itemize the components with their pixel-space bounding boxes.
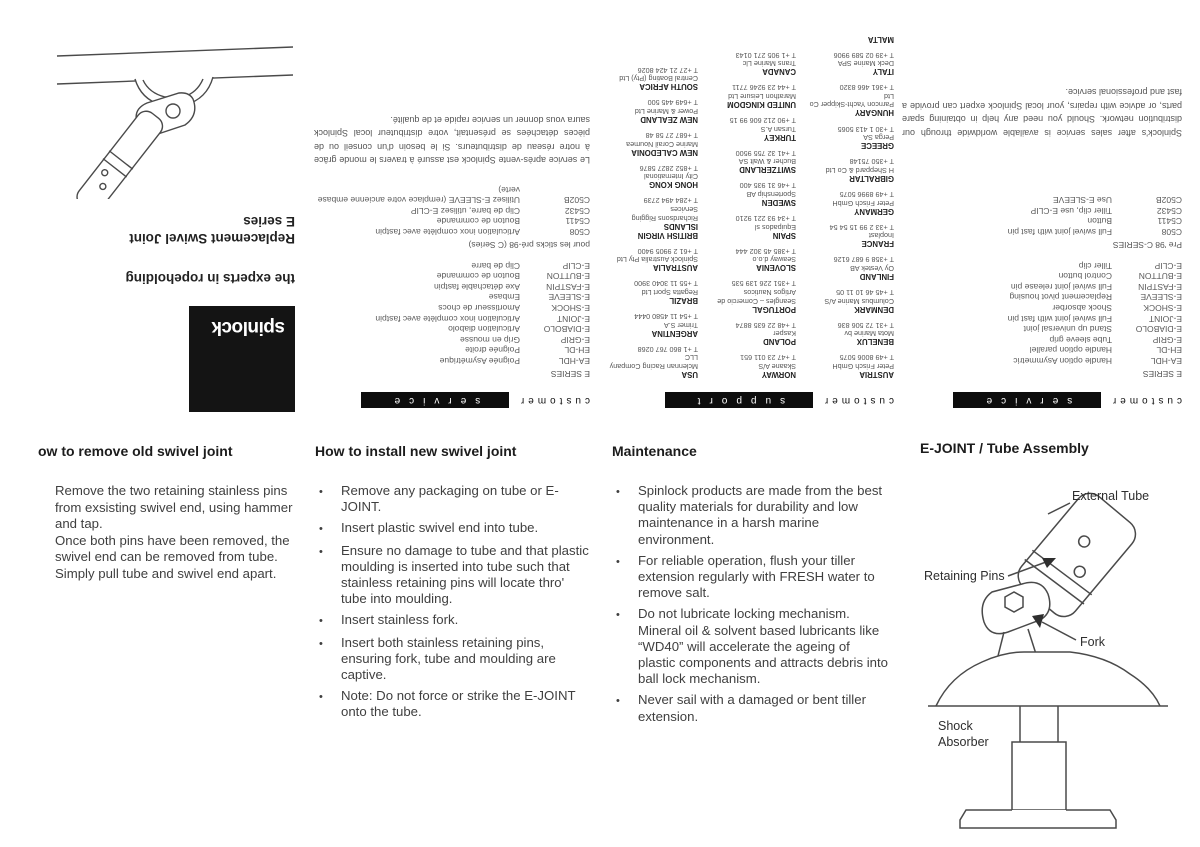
part-row xyxy=(314,260,590,271)
contact-phone: T +33 2 99 15 54 54 xyxy=(829,222,894,232)
title-line-1: Replacement Swivel Joint xyxy=(129,231,295,246)
part-desc: Tube sleeve grip xyxy=(1049,334,1112,345)
part-row xyxy=(314,313,590,324)
part-code: EH-DL xyxy=(564,345,590,356)
part-desc: Articulation inox complète avec fastpin xyxy=(375,227,520,238)
part-desc: Handle option Asymmetric xyxy=(1013,356,1112,366)
contact-company: Trans Marine Llc xyxy=(742,59,796,69)
spinlock-logo-text: spinlock xyxy=(211,317,285,338)
install-bullet xyxy=(319,543,589,608)
part-code: C508 xyxy=(569,227,590,238)
bullet-text: Never sail with a damaged or bent tiller extension. xyxy=(638,692,866,724)
contact-country: GREECE xyxy=(861,141,894,151)
contact-phone: T +358 9 687 6126 xyxy=(833,255,894,265)
contact-entry xyxy=(606,344,698,379)
after-sales-paragraph: Spinlock's after sales service is available worldwide through our distribution network. Should you need any help in obtaining spare parts, or advice with repairs, your local Spinlock expert can provide a fast and professional service. xyxy=(902,87,1182,138)
contact-phone: T +55 11 3040 3900 xyxy=(634,279,698,289)
part-code: E-SHOCK xyxy=(1143,303,1182,314)
part-row xyxy=(314,195,590,206)
part-desc: Handle option parallel xyxy=(1029,345,1112,356)
contact-entry xyxy=(704,148,796,174)
leaflet-title xyxy=(15,213,295,247)
top-half-upside-down xyxy=(0,0,1200,420)
contact-country: ARGENTINA xyxy=(651,328,698,338)
bullet-dot-icon: • xyxy=(616,555,620,568)
english-parts-panel xyxy=(902,85,1182,408)
part-row xyxy=(902,281,1182,292)
bar-label-service: service xyxy=(953,393,1101,409)
part-code: E-JOINT xyxy=(1148,313,1182,324)
maintenance-bullets xyxy=(612,483,890,725)
part-code: E-SLEEVE xyxy=(548,292,590,303)
part-desc: Bouton de commande xyxy=(436,216,520,227)
contact-company: Deck Marine SPA xyxy=(837,59,894,69)
contact-entry xyxy=(802,83,894,118)
contact-company: Tursan A.S xyxy=(760,124,796,134)
part-row xyxy=(902,260,1182,271)
part-row xyxy=(902,271,1182,282)
contact-company: Marine Corail Noumea xyxy=(626,139,698,149)
part-code: C502B xyxy=(1156,195,1182,206)
title-line-2: E series xyxy=(243,214,295,229)
bullet-dot-icon: • xyxy=(616,695,620,708)
part-row xyxy=(314,205,590,216)
install-bullets xyxy=(315,483,589,721)
contact-phone: T +54 11 4580 0444 xyxy=(634,312,698,322)
contact-country: FINLAND xyxy=(859,271,894,281)
bullet-text: Insert stainless fork. xyxy=(341,612,459,628)
contact-entry xyxy=(704,246,796,272)
contact-entry xyxy=(802,255,894,281)
spinlock-logo xyxy=(189,306,295,412)
part-code: EA-HDL xyxy=(1150,356,1182,366)
part-desc: Articulation inox complète avec fastpin xyxy=(375,313,520,324)
contact-country: CANADA xyxy=(762,67,796,77)
bullet-text: Insert both stainless retaining pins, ensuring fork, tube and moulding are captive. xyxy=(341,634,556,683)
contact-phone: T +31 72 506 836 xyxy=(837,320,894,330)
contact-company: Richardsons Rigging Services xyxy=(631,205,698,223)
remove-section xyxy=(38,443,300,582)
bullet-dot-icon: • xyxy=(319,637,323,650)
bar-label-service: service xyxy=(361,393,509,409)
contact-entry xyxy=(606,196,698,240)
parts-list xyxy=(902,260,1182,366)
contact-entry xyxy=(606,131,698,157)
part-code: C5411 xyxy=(565,216,590,227)
contact-company: Oy Vestek AB xyxy=(850,263,894,273)
maintenance-bullet xyxy=(616,606,890,687)
part-desc: Shock absorber xyxy=(1052,303,1112,314)
contact-country: FRANCE xyxy=(861,239,894,249)
part-desc: Full swivel joint release pin xyxy=(1010,281,1112,292)
part-row xyxy=(314,281,590,292)
pre98-parts-list xyxy=(314,195,590,237)
contact-entry xyxy=(704,115,796,141)
part-code: C508 xyxy=(1161,227,1182,238)
contact-country: GIBRALTAR xyxy=(849,173,894,183)
install-bullet xyxy=(319,635,589,684)
contact-entry xyxy=(704,50,796,76)
contact-entry xyxy=(802,35,894,44)
part-desc: Clip de barre xyxy=(471,260,520,271)
contact-phone: T +30 1 413 5065 xyxy=(837,124,894,134)
after-sales-paragraph-fr: Le service après-vente Spinlock est assuré à travers le monde grâce à notre réseau de distributeurs. Si le besoin d'un conseil ou de pièces détachées se présentait, votre distributeur local Spinlock saura vous donner un service rapide et de qualité. xyxy=(314,114,590,166)
contact-phone: T +90 212 606 99 15 xyxy=(729,116,796,125)
contacts-columns xyxy=(606,28,894,379)
part-row xyxy=(902,324,1182,335)
contact-phone: T +361 466 8320 xyxy=(839,83,894,93)
remove-paragraph-1: Remove the two retaining stainless pins from exsisting swivel end, using hammer and tap. xyxy=(55,483,293,531)
contact-entry xyxy=(802,50,894,76)
assembly-heading: E-JOINT / Tube Assembly xyxy=(920,440,1089,456)
contact-country: UNITED KINGDOM xyxy=(727,99,796,109)
contact-company: Parncon Yacht-Skipper Co Ltd xyxy=(809,91,894,110)
part-desc: Embase xyxy=(488,292,520,303)
part-code: E-DIABOLO xyxy=(1135,324,1182,335)
install-bullet xyxy=(319,520,589,537)
bar-label-support: support xyxy=(665,393,813,409)
contact-company: Regatta Sport Ltd xyxy=(641,288,698,298)
part-code: E-DIABOLO xyxy=(543,324,590,335)
part-desc: Clip de barre, utilisez E-CLIP xyxy=(410,205,520,216)
maintenance-section xyxy=(612,443,890,730)
part-row xyxy=(314,216,590,227)
contact-country: HUNGARY xyxy=(854,108,894,118)
series-heading: E SERIES xyxy=(550,369,590,379)
bullet-text: Note: Do not force or strike the E-JOINT onto the tube. xyxy=(341,688,576,720)
bar-label-customer: customer xyxy=(516,395,590,406)
contact-entry xyxy=(606,65,698,91)
bullet-text: Spinlock products are made from the best quality materials for durability and low maintenance in a harsh marine environment. xyxy=(638,483,883,547)
part-code: E-JOINT xyxy=(556,313,590,324)
contact-entry xyxy=(606,163,698,189)
tiller-joint-diagram xyxy=(55,4,295,199)
part-desc: Full swivel joint with fast pin xyxy=(1007,227,1112,238)
contact-entry xyxy=(802,189,894,215)
contact-entry xyxy=(802,287,894,313)
contact-country: POLAND xyxy=(763,337,796,347)
contact-phone: T +1 905 271 0143 xyxy=(735,50,796,60)
contact-country: BENELUX xyxy=(856,337,894,347)
part-row xyxy=(902,195,1182,206)
e-joint-assembly-diagram xyxy=(920,480,1196,845)
contact-country: BRITISH VIRGIN ISLANDS xyxy=(637,221,698,240)
contact-entry xyxy=(802,222,894,248)
contact-phone: T +852 2827 5876 xyxy=(639,163,698,173)
contact-phone: T +351 226 139 535 xyxy=(731,279,796,289)
part-row xyxy=(314,226,590,237)
bar-label-customer: customer xyxy=(820,395,894,406)
install-section xyxy=(315,443,589,726)
part-code: EA-HDL xyxy=(558,356,590,366)
contacts-column-world xyxy=(606,28,698,379)
contact-company: Seangles – Comercio de Artigos Nauticos xyxy=(717,288,796,306)
part-row xyxy=(902,292,1182,303)
bullet-dot-icon: • xyxy=(319,691,323,704)
part-row xyxy=(902,216,1182,227)
contact-country: NEW CALEDONIA xyxy=(631,147,698,157)
contact-entry xyxy=(606,312,698,338)
contact-country: ITALY xyxy=(872,67,894,77)
contact-company: Peter Frisch GmbH xyxy=(832,198,894,208)
part-code: E-GRIP xyxy=(560,334,590,345)
contact-entry xyxy=(704,181,796,207)
contact-country: USA xyxy=(681,370,698,379)
contact-phone: T +47 23 011 651 xyxy=(740,353,796,363)
maintenance-bullet xyxy=(616,692,890,724)
contact-phone: T +34 93 221 9210 xyxy=(735,214,796,224)
contact-country: TURKEY xyxy=(763,132,796,142)
install-bullet xyxy=(319,688,589,720)
bullet-text: Ensure no damage to tube and that plastic moulding is inserted into tube such that stainless retaining pins will locate thro' tube into moulding. xyxy=(341,542,589,607)
contact-company: H Sheppard & Co Ltd xyxy=(825,165,894,175)
remove-paragraph-2: Once both pins have been removed, the swivel end can be removed from tube. Simply pull tube and swivel end apart. xyxy=(55,532,290,581)
contact-country: SWEDEN xyxy=(761,197,796,207)
contact-entry xyxy=(802,157,894,183)
part-code: E-FASTPIN xyxy=(1138,281,1182,292)
part-desc: Amortisseur de chocs xyxy=(438,303,520,314)
remove-heading: ow to remove old swivel joint xyxy=(38,443,233,459)
contacts-panel xyxy=(606,28,894,408)
assembly-section xyxy=(920,440,1196,847)
bullet-dot-icon: • xyxy=(319,486,323,498)
label-retaining-pins: Retaining Pins xyxy=(924,569,1005,583)
contact-entry xyxy=(606,279,698,305)
part-row xyxy=(902,313,1182,324)
part-code: E-GRIP xyxy=(1152,334,1182,345)
contact-entry xyxy=(606,246,698,272)
contact-company: Kasper xyxy=(773,329,796,339)
part-code: E-CLIP xyxy=(1154,260,1182,271)
contact-country: NEW ZEALAND xyxy=(640,115,698,124)
contact-phone: T +49 8996 5075 xyxy=(839,189,894,199)
contact-company: Perga SA xyxy=(863,133,894,143)
part-code: E-SHOCK xyxy=(551,303,590,314)
contact-country: MALTA xyxy=(867,34,894,44)
bullet-dot-icon: • xyxy=(319,545,323,558)
contact-company: Mclennan Racing Company LLC xyxy=(609,353,698,371)
contact-phone: T +45 46 10 11 05 xyxy=(836,288,894,298)
contact-country: GERMANY xyxy=(854,206,894,216)
contact-country: AUSTRALIA xyxy=(652,263,698,273)
customer-service-bar xyxy=(314,393,590,408)
install-bullet xyxy=(319,483,589,515)
contact-country: SLOVENIA xyxy=(756,263,796,273)
part-desc: Utilisez E-SLEEVE (remplace votre ancienne embase xyxy=(317,195,520,206)
part-row xyxy=(314,302,590,313)
contact-country: NORWAY xyxy=(761,370,796,379)
part-desc: Bouton de commande xyxy=(436,271,520,282)
part-desc: Poignée droite xyxy=(465,345,520,356)
customer-support-bar xyxy=(606,393,894,408)
contact-phone: T +687 27 58 48 xyxy=(645,131,698,141)
install-bullet xyxy=(319,612,589,629)
part-row xyxy=(314,292,590,303)
label-fork: Fork xyxy=(1080,635,1105,649)
french-parts-panel xyxy=(314,112,590,408)
contact-company: Spinlock Australia Pty Ltd xyxy=(616,255,698,265)
part-row xyxy=(314,345,590,356)
brand-panel xyxy=(15,0,295,412)
part-row xyxy=(902,345,1182,356)
pre98-heading: pour les sticks pré-98 (C Series) xyxy=(468,240,590,251)
part-desc: Button xyxy=(1087,216,1112,227)
contact-entry xyxy=(802,353,894,379)
contact-company: Skaane A/S xyxy=(758,362,796,371)
bullet-text: Remove any packaging on tube or E-JOINT. xyxy=(341,483,559,515)
brand-tagline: the experts in ropeholding xyxy=(125,271,295,286)
contact-company: Equipados sl xyxy=(754,222,796,232)
part-code: E-BUTTON xyxy=(546,271,590,282)
bullet-text: For reliable operation, flush your tiller extension regularly with FRESH water to remove salt. xyxy=(638,552,875,601)
contact-company: Seaway d.o.o xyxy=(752,255,796,265)
part-desc: Full swivel joint with fast pin xyxy=(1007,313,1112,324)
part-code: E-SLEEVE xyxy=(1140,292,1182,303)
label-shock-2: Absorber xyxy=(938,735,989,749)
label-shock-1: Shock xyxy=(938,719,973,733)
pre98-parts-list xyxy=(902,195,1182,237)
part-row xyxy=(314,324,590,335)
contact-phone: T +44 23 9246 7711 xyxy=(732,83,796,93)
contact-company: City International xyxy=(644,172,698,182)
contact-phone: T +46 31 935 400 xyxy=(739,181,796,191)
part-row xyxy=(902,355,1182,366)
part-code: C502B xyxy=(564,195,590,206)
series-heading: E SERIES xyxy=(1142,369,1182,379)
contact-entry xyxy=(704,320,796,346)
remove-body xyxy=(38,483,300,582)
part-code: C5411 xyxy=(1157,216,1182,227)
contact-company: Trimer S.A xyxy=(663,320,698,330)
part-row xyxy=(314,334,590,345)
contact-phone: T +350 75148 xyxy=(849,157,894,167)
part-desc: Tiller clip, use E-CLIP xyxy=(1030,205,1112,216)
contact-phone: T +61 2 9905 9400 xyxy=(637,246,698,256)
contact-entry xyxy=(704,83,796,109)
contact-phone: T +1 860 767 0268 xyxy=(637,344,698,354)
part-row xyxy=(902,226,1182,237)
contact-phone: T +385 45 302 444 xyxy=(735,246,796,256)
part-row xyxy=(902,302,1182,313)
bar-label-customer: customer xyxy=(1108,395,1182,406)
contact-entry xyxy=(704,353,796,379)
contact-country: PORTUGAL xyxy=(752,304,796,314)
contact-entry xyxy=(802,124,894,150)
contact-phone: T +649 445 500 xyxy=(647,98,698,108)
contacts-column-europe-nuk xyxy=(704,28,796,379)
label-external-tube: External Tube xyxy=(1072,489,1150,503)
contact-phone: T +39 02 589 9906 xyxy=(833,50,894,60)
contact-country: HONG KONG xyxy=(649,180,698,190)
install-heading: How to install new swivel joint xyxy=(315,443,517,459)
bullet-text: Do not lubricate locking mechanism. Mineral oil & solvent based lubricants like “WD40” will accelerate the ageing of plastic components and attracts debris into ball lock mechanism. xyxy=(638,606,888,687)
part-row xyxy=(902,334,1182,345)
contact-phone: T +49 8006 5075 xyxy=(839,353,894,363)
contact-entry xyxy=(606,98,698,124)
maintenance-bullet xyxy=(616,483,890,548)
customer-service-bar xyxy=(902,393,1182,408)
contact-company: Bucher & Walt SA xyxy=(738,157,796,167)
part-desc: Poignée Asymétrique xyxy=(439,356,520,366)
contact-company: Sportenship AB xyxy=(746,189,796,199)
contact-phone: T +27 21 424 8026 xyxy=(637,65,698,75)
part-code: EH-DL xyxy=(1156,345,1182,356)
part-code: C5432 xyxy=(564,205,590,216)
contact-company: Inoplast xyxy=(868,231,894,241)
part-desc: Replacement pivot housing xyxy=(1009,292,1112,303)
maintenance-heading: Maintenance xyxy=(612,443,697,459)
maintenance-bullet xyxy=(616,553,890,602)
contact-company: Power & Marine Ltd xyxy=(634,107,698,116)
contacts-column-europe-am xyxy=(802,28,894,379)
contact-company: Columbus Marine A/S xyxy=(824,296,894,306)
part-desc: Use E-SLEEVE xyxy=(1052,195,1112,206)
part-code: E-BUTTON xyxy=(1138,271,1182,282)
part-code: E-FASTPIN xyxy=(546,281,590,292)
contact-company: Marathon Leisure Ltd xyxy=(728,91,796,101)
part-code: E-CLIP xyxy=(562,260,590,271)
contact-phone: T +41 32 755 9500 xyxy=(735,148,796,158)
contact-entry xyxy=(704,213,796,239)
contact-country: SOUTH AFRICA xyxy=(639,82,698,92)
contact-company: Central Boating (Pty) Ltd xyxy=(619,74,698,84)
part-desc: Grip en mousse xyxy=(460,334,520,345)
bullet-dot-icon: • xyxy=(616,609,620,622)
part-row xyxy=(314,355,590,366)
part-desc-continuation: verte) xyxy=(498,184,520,195)
pre98-heading: Pre '98 C-SERIES xyxy=(1112,240,1182,251)
bullet-dot-icon: • xyxy=(319,615,323,628)
contact-country: BRAZIL xyxy=(669,296,698,306)
contact-phone: T +284 494 2739 xyxy=(643,196,698,206)
parts-list xyxy=(314,260,590,366)
contact-company: Mota Marine bv xyxy=(844,329,894,339)
contact-entry xyxy=(802,320,894,346)
part-desc: Tiller clip xyxy=(1078,260,1112,271)
contact-phone: T +48 22 635 8874 xyxy=(735,320,796,330)
part-desc: Articulation diabolo xyxy=(448,324,520,335)
contact-company: Peter Frisch GmbH xyxy=(832,362,894,371)
bullet-dot-icon: • xyxy=(319,523,323,536)
bullet-dot-icon: • xyxy=(616,486,620,498)
part-desc: Stand up universal joint xyxy=(1023,324,1112,335)
part-code: C5432 xyxy=(1156,205,1182,216)
part-row xyxy=(902,205,1182,216)
contact-country: AUSTRIA xyxy=(859,370,894,379)
contact-country: DENMARK xyxy=(854,304,894,314)
contact-country: SWITZERLAND xyxy=(739,165,796,175)
part-row xyxy=(314,271,590,282)
bullet-text: Insert plastic swivel end into tube. xyxy=(341,520,539,536)
part-desc: Control button xyxy=(1058,271,1112,282)
contact-country: SPAIN xyxy=(772,230,796,240)
part-desc: Axe détachable fastpin xyxy=(433,281,520,292)
contact-entry xyxy=(704,279,796,314)
